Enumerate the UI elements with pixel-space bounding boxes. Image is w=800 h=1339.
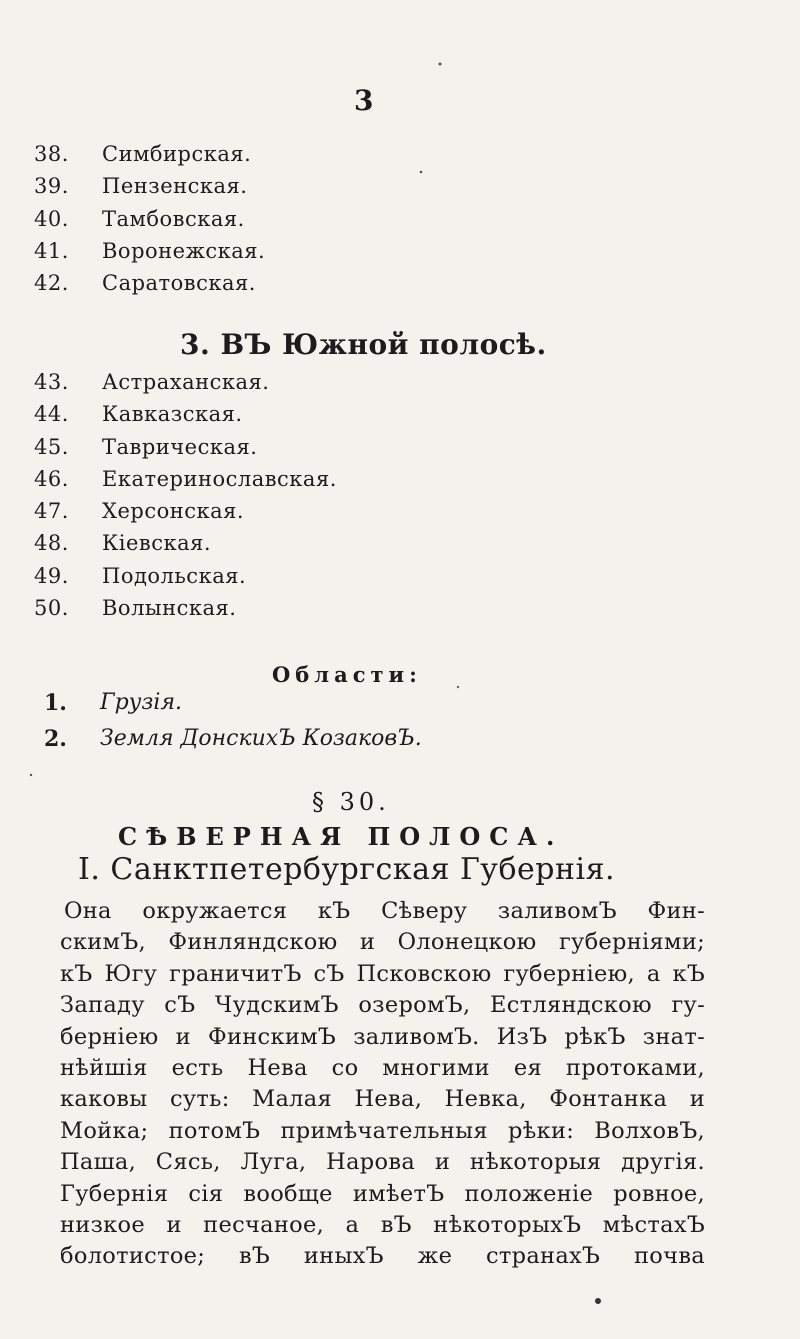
text-line: Западу сЪ ЧудскимЪ озеромЪ, Естляндскою гу- (60, 992, 705, 1019)
north-strip-title: СѢВЕРНАЯ ПОЛОСА. (118, 822, 564, 851)
text-line: болотистое; вЪ иныхЪ же странахЪ почва (60, 1243, 705, 1270)
text-line: низкое и песчаное, а вЪ нѣкоторыхЪ мѣстахЪ (60, 1211, 705, 1238)
item-number: 49. (34, 563, 69, 588)
province-name: Саратовская. (102, 271, 256, 296)
province-name: Тамбовская. (102, 206, 245, 231)
province-name: Кіевская. (102, 531, 212, 556)
province-name: Астраханская. (102, 370, 270, 394)
text-line: каковы суть: Малая Нева, Невка, Фонтанка и (60, 1086, 705, 1113)
item-number: 38. (34, 142, 69, 166)
province-name: Таврическая. (102, 434, 258, 459)
item-number: 39. (34, 174, 69, 199)
south-strip-heading: 3. ВЪ Южной полосѣ. (180, 328, 547, 361)
province-name: Херсонская. (102, 499, 245, 524)
item-number: 43. (34, 370, 69, 394)
text-line: скимЪ, Финляндскою и Олонецкою губерніями; (60, 929, 705, 956)
item-number: 48. (34, 531, 69, 556)
province-title: I. Санктпетербургская Губернія. (78, 852, 616, 887)
item-number: 50. (34, 596, 69, 621)
text-line: берніею и ФинскимЪ заливомЪ. ИзЪ рѣкЪ знат- (60, 1023, 705, 1050)
province-name: Екатеринославская. (102, 466, 337, 491)
item-number: 45. (34, 434, 69, 459)
item-number: 2. (44, 726, 67, 752)
item-number: 47. (34, 499, 69, 524)
province-name: Кавказская. (102, 402, 243, 427)
item-number: 1. (44, 690, 67, 716)
section-number: § 30. (312, 788, 390, 816)
region-name: Земля ДонскихЪ КозаковЪ. (100, 726, 422, 751)
page-number: 3 (354, 84, 374, 117)
province-name: Подольская. (102, 563, 247, 588)
province-name: Волынская. (102, 596, 237, 621)
item-number: 41. (34, 238, 69, 263)
region-name: Грузія. (100, 690, 183, 715)
text-line: Она окружается кЪ Сѣверу заливомЪ Фин- (64, 898, 705, 924)
text-line: Паша, Сясь, Луга, Нарова и нѣкоторыя другія. (60, 1149, 705, 1176)
province-name: Воронежская. (102, 238, 266, 263)
item-number: 40. (34, 206, 69, 231)
item-number: 46. (34, 466, 69, 491)
province-name: Симбирская. (102, 142, 252, 166)
text-line: Губернія сія вообще имѣетЪ положеніе ровное, (60, 1180, 705, 1207)
province-name: Пензенская. (102, 174, 248, 199)
regions-heading: Области: (272, 662, 422, 687)
text-line: нѣйшія есть Нева со многими ея протоками, (60, 1054, 705, 1081)
item-number: 44. (34, 402, 69, 427)
item-number: 42. (34, 271, 69, 296)
text-line: Мойка; потомЪ примѣчательныя рѣки: ВолховЪ, (60, 1117, 705, 1144)
text-line: кЪ Югу граничитЪ сЪ Псковскою губерніею, а кЪ (60, 960, 705, 987)
